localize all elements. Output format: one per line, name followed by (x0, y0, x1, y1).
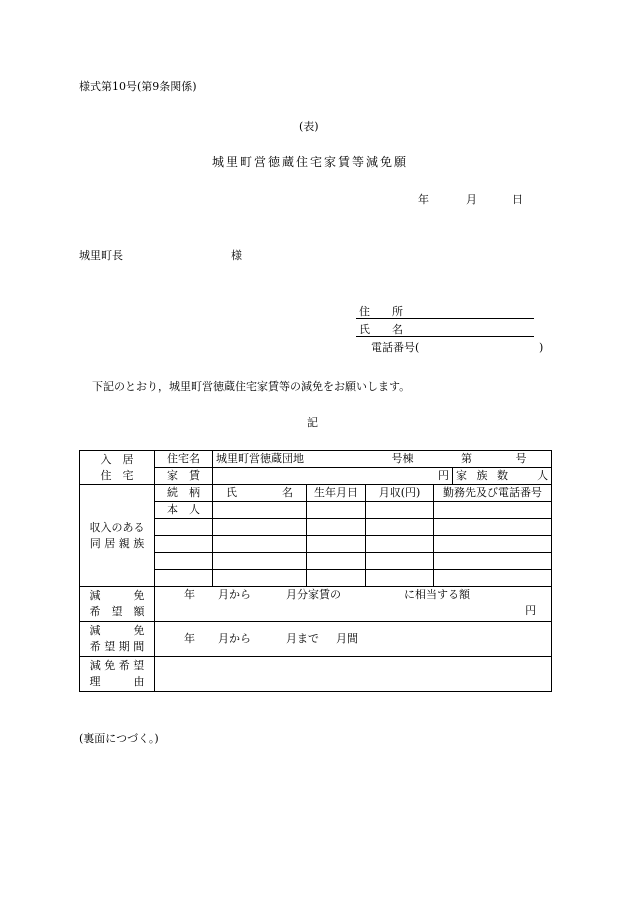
family-income-cell[interactable] (366, 519, 434, 536)
date-year: 年 (418, 193, 429, 206)
resident-label-2: 住 宅 (100, 468, 134, 482)
name-underline (356, 336, 534, 337)
family-name-cell[interactable] (213, 553, 307, 570)
reduction-year: 年 (184, 588, 195, 601)
reason-cell[interactable] (155, 657, 552, 692)
col-name-1: 氏 (226, 486, 237, 499)
family-name-cell[interactable] (213, 519, 307, 536)
col-relation: 続 柄 (155, 485, 213, 502)
phone-close: ) (539, 341, 544, 354)
family-income-cell[interactable] (366, 502, 434, 519)
period-month-to: 月まで (286, 632, 319, 645)
period-month-from: 月から (218, 632, 251, 645)
reduction-amount-equiv: に相当する額 (404, 588, 470, 601)
housing-name-cell[interactable] (213, 451, 552, 468)
family-workplace-cell[interactable] (434, 519, 552, 536)
address-underline (356, 318, 534, 319)
addressee-honorific: 様 (231, 249, 242, 262)
family-count-persons: 人 (537, 469, 549, 482)
reduction-rent-of: 月分家賃の (286, 588, 341, 601)
family-count-label: 家 族 数 (456, 469, 511, 482)
reduction-amount-label (80, 587, 155, 622)
self-relation: 本 人 (155, 502, 213, 519)
cohabitant-label (80, 485, 155, 587)
addressee: 城里町長 (79, 249, 123, 262)
rent-yen: 円 (438, 469, 449, 482)
family-birthdate-cell[interactable] (307, 553, 366, 570)
period-label-2: 希 望 期 間 (89, 640, 145, 653)
resident-housing-label (80, 451, 155, 485)
ki-mark: 記 (307, 416, 318, 429)
period-year: 年 (184, 632, 195, 645)
col-name-2: 名 (282, 486, 293, 499)
page-title: 城里町営徳蔵住宅家賃等減免願 (212, 155, 409, 169)
reduction-period-cell[interactable] (155, 622, 552, 657)
room-suffix: 号 (515, 452, 527, 465)
family-birthdate-cell[interactable] (307, 536, 366, 553)
intro-text: 下記のとおり，城里町営徳蔵住宅家賃等の減免をお願いします。 (92, 380, 411, 393)
family-birthdate-cell[interactable] (307, 519, 366, 536)
resident-label-1: 入 居 (100, 452, 134, 466)
housing-name-value: 城里町営徳蔵団地 (216, 452, 304, 465)
family-relation-cell[interactable] (155, 570, 213, 587)
family-birthdate-cell[interactable] (307, 570, 366, 587)
rent-cell[interactable] (213, 468, 453, 485)
family-workplace-cell[interactable] (434, 536, 552, 553)
family-income-cell[interactable] (366, 553, 434, 570)
period-months: 月間 (336, 632, 358, 645)
application-table (79, 450, 552, 692)
address-label: 住 所 (359, 305, 403, 318)
family-income-cell[interactable] (366, 570, 434, 587)
reduction-period-label (80, 622, 155, 657)
reduction-amount-cell[interactable] (155, 587, 552, 622)
name-label: 氏 名 (359, 323, 403, 336)
housing-name-label: 住宅名 (155, 451, 213, 468)
family-workplace-cell[interactable] (434, 553, 552, 570)
family-income-cell[interactable] (366, 536, 434, 553)
family-name-cell[interactable] (213, 570, 307, 587)
footer-note: (裏面につづく。) (79, 732, 159, 745)
building-suffix: 号棟 (391, 452, 414, 465)
family-relation-cell[interactable] (155, 553, 213, 570)
reduction-label-1: 減 免 (89, 589, 145, 602)
cohabitant-label-2: 同 居 親 族 (89, 536, 145, 550)
col-income: 月収(円) (366, 485, 434, 502)
family-workplace-cell[interactable] (434, 502, 552, 519)
col-name (213, 485, 307, 502)
col-workplace: 勤務先及び電話番号 (434, 485, 552, 502)
reason-label-1: 減 免 希 望 (89, 659, 145, 672)
reason-label (80, 657, 155, 692)
family-name-cell[interactable] (213, 536, 307, 553)
family-workplace-cell[interactable] (434, 570, 552, 587)
cohabitant-label-1: 収入のある (89, 520, 145, 534)
reason-label-2: 理 由 (89, 675, 145, 688)
family-birthdate-cell[interactable] (307, 502, 366, 519)
reduction-month-from: 月から (218, 588, 251, 601)
reduction-yen: 円 (525, 604, 537, 617)
form-number: 様式第10号(第9条関係) (79, 80, 197, 93)
rent-label: 家 賃 (155, 468, 213, 485)
side-indicator: (表) (299, 120, 319, 133)
period-label-1: 減 免 (89, 624, 145, 637)
family-relation-cell[interactable] (155, 536, 213, 553)
family-name-cell[interactable] (213, 502, 307, 519)
date-day: 日 (512, 193, 523, 206)
family-count-cell[interactable] (453, 468, 552, 485)
date-month: 月 (466, 193, 477, 206)
room-prefix: 第 (461, 452, 472, 465)
reduction-label-2: 希 望 額 (89, 605, 145, 618)
family-relation-cell[interactable] (155, 519, 213, 536)
phone-label: 電話番号( (371, 341, 420, 354)
col-birthdate: 生年月日 (307, 485, 366, 502)
